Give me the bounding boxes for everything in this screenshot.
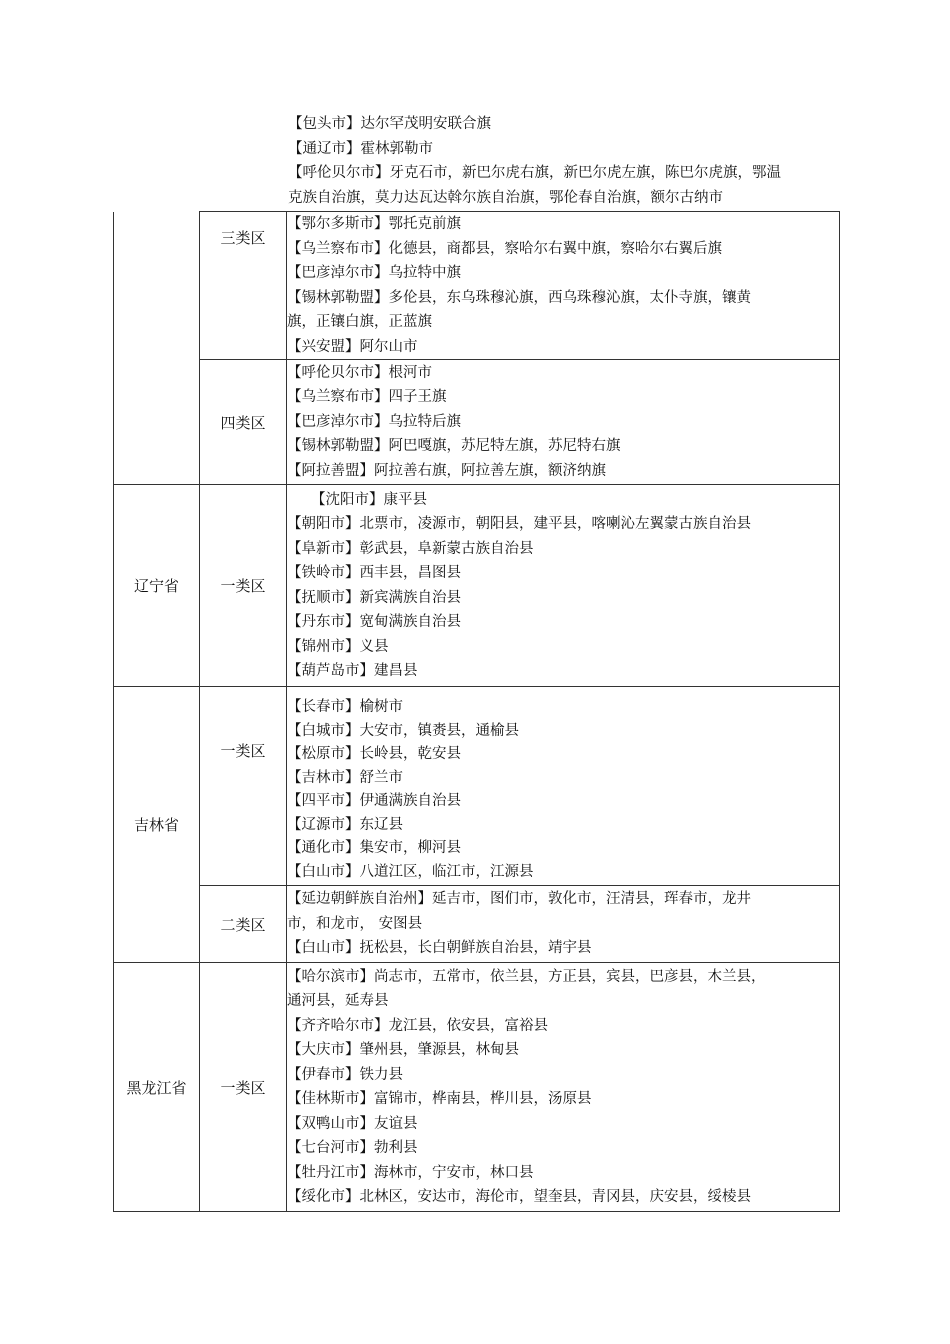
area-line: 【绥化市】北林区，安达市，海伦市，望奎县，青冈县，庆安县，绥棱县 <box>287 1189 751 1205</box>
area-line: 【吉林市】舒兰市 <box>287 769 403 786</box>
area-line: 【四平市】伊通满族自治县 <box>287 793 461 809</box>
area-line: 【呼伦贝尔市】根河市 <box>287 364 432 381</box>
area-line: 【辽源市】东辽县 <box>287 816 403 833</box>
area-line: 【延边朝鲜族自治州】延吉市，图们市，敦化市，汪清县，珲春市，龙井 <box>287 891 751 908</box>
area-line: 【双鸭山市】友谊县 <box>287 1115 418 1132</box>
area-line: 通河县，延寿县 <box>287 993 389 1009</box>
areas-cell <box>287 485 840 687</box>
area-line: 【兴安盟】阿尔山市 <box>287 338 418 355</box>
area-line: 市，和龙市， 安图县 <box>287 915 423 932</box>
area-line: 【佳林斯市】富锦市，桦南县，桦川县，汤原县 <box>287 1091 592 1107</box>
table-row <box>114 360 840 485</box>
province-cell: 辽宁省 <box>114 485 200 687</box>
category-cell: 一类区 <box>200 963 287 1212</box>
table-row <box>114 212 840 360</box>
category-cell <box>200 212 287 360</box>
area-line: 【包头市】达尔罕茂明安联合旗 <box>288 116 491 132</box>
area-line: 【白山市】八道江区，临江市，江源县 <box>287 863 534 880</box>
area-line: 【大庆市】肇州县，肇源县，林甸县 <box>287 1042 519 1058</box>
area-line: 【哈尔滨市】尚志市，五常市，依兰县，方正县，宾县，巴彦县，木兰县， <box>287 968 766 985</box>
areas-cell <box>287 963 840 1212</box>
areas-cell <box>287 687 840 886</box>
area-line: 【白山市】抚松县，长白朝鲜族自治县，靖宇县 <box>287 940 592 957</box>
area-line: 【巴彦淖尔市】乌拉特后旗 <box>287 413 461 430</box>
area-line: 【乌兰察布市】四子王旗 <box>287 389 447 406</box>
area-line: 克族自治旗，莫力达瓦达斡尔族自治旗，鄂伦春自治旗，额尔古纳市 <box>288 189 723 206</box>
area-line: 【白城市】大安市，镇赉县，通榆县 <box>287 722 519 739</box>
area-line: 【锦州市】义县 <box>287 638 389 655</box>
province-cell: 吉林省 <box>114 687 200 963</box>
category-cell: 二类区 <box>200 886 287 963</box>
areas-cell <box>287 886 840 963</box>
area-line: 【牡丹江市】海林市，宁安市，林口县 <box>287 1164 534 1181</box>
category-cell <box>200 687 287 886</box>
area-line: 【松原市】长岭县，乾安县 <box>287 746 461 762</box>
area-line: 【沈阳市】康平县 <box>311 491 427 508</box>
area-line: 【锡林郭勒盟】多伦县，东乌珠穆沁旗，西乌珠穆沁旗，太仆寺旗，镶黄 <box>287 289 751 306</box>
area-line: 【齐齐哈尔市】龙江县，依安县，富裕县 <box>287 1017 548 1034</box>
area-line: 【阜新市】彰武县，阜新蒙古族自治县 <box>287 540 534 557</box>
areas-cell <box>287 212 840 360</box>
category-label: 一类区 <box>220 741 266 760</box>
areas-cell <box>287 360 840 485</box>
area-line: 【阿拉善盟】阿拉善右旗，阿拉善左旗，额济纳旗 <box>287 462 606 479</box>
area-line: 【丹东市】宽甸满族自治县 <box>287 614 461 630</box>
continued-text-block <box>288 112 833 210</box>
area-line: 【乌兰察布市】化德县，商都县，察哈尔右翼中旗，察哈尔右翼后旗 <box>287 240 722 257</box>
area-line: 【铁岭市】西丰县，昌图县 <box>287 565 461 581</box>
category-cell: 四类区 <box>200 360 287 485</box>
area-line: 【鄂尔多斯市】鄂托克前旗 <box>287 216 461 232</box>
area-line: 【七台河市】勃利县 <box>287 1140 418 1156</box>
area-line: 【抚顺市】新宾满族自治县 <box>287 589 461 606</box>
area-line: 旗，正镶白旗，正蓝旗 <box>287 314 432 330</box>
category-label: 三类区 <box>220 229 266 247</box>
area-line: 【呼伦贝尔市】牙克石市，新巴尔虎右旗，新巴尔虎左旗，陈巴尔虎旗，鄂温 <box>288 165 781 181</box>
table-row <box>114 485 840 687</box>
area-line: 【朝阳市】北票市，凌源市，朝阳县，建平县，喀喇沁左翼蒙古族自治县 <box>287 516 751 532</box>
area-line: 【巴彦淖尔市】乌拉特中旗 <box>287 265 461 281</box>
table-row <box>114 687 840 886</box>
category-cell: 一类区 <box>200 485 287 687</box>
area-line: 【锡林郭勒盟】阿巴嘎旗，苏尼特左旗，苏尼特右旗 <box>287 438 621 455</box>
province-cell <box>114 212 200 485</box>
area-line: 【通化市】集安市，柳河县 <box>287 840 461 856</box>
area-line: 【葫芦岛市】建昌县 <box>287 663 418 679</box>
area-line: 【长春市】榆树市 <box>287 699 403 715</box>
province-cell: 黑龙江省 <box>114 963 200 1212</box>
area-line: 【伊春市】铁力县 <box>287 1066 403 1083</box>
table-row <box>114 963 840 1212</box>
area-line: 【通辽市】霍林郭勒市 <box>288 140 433 157</box>
hardship-area-table <box>113 211 840 1212</box>
table-row <box>114 886 840 963</box>
